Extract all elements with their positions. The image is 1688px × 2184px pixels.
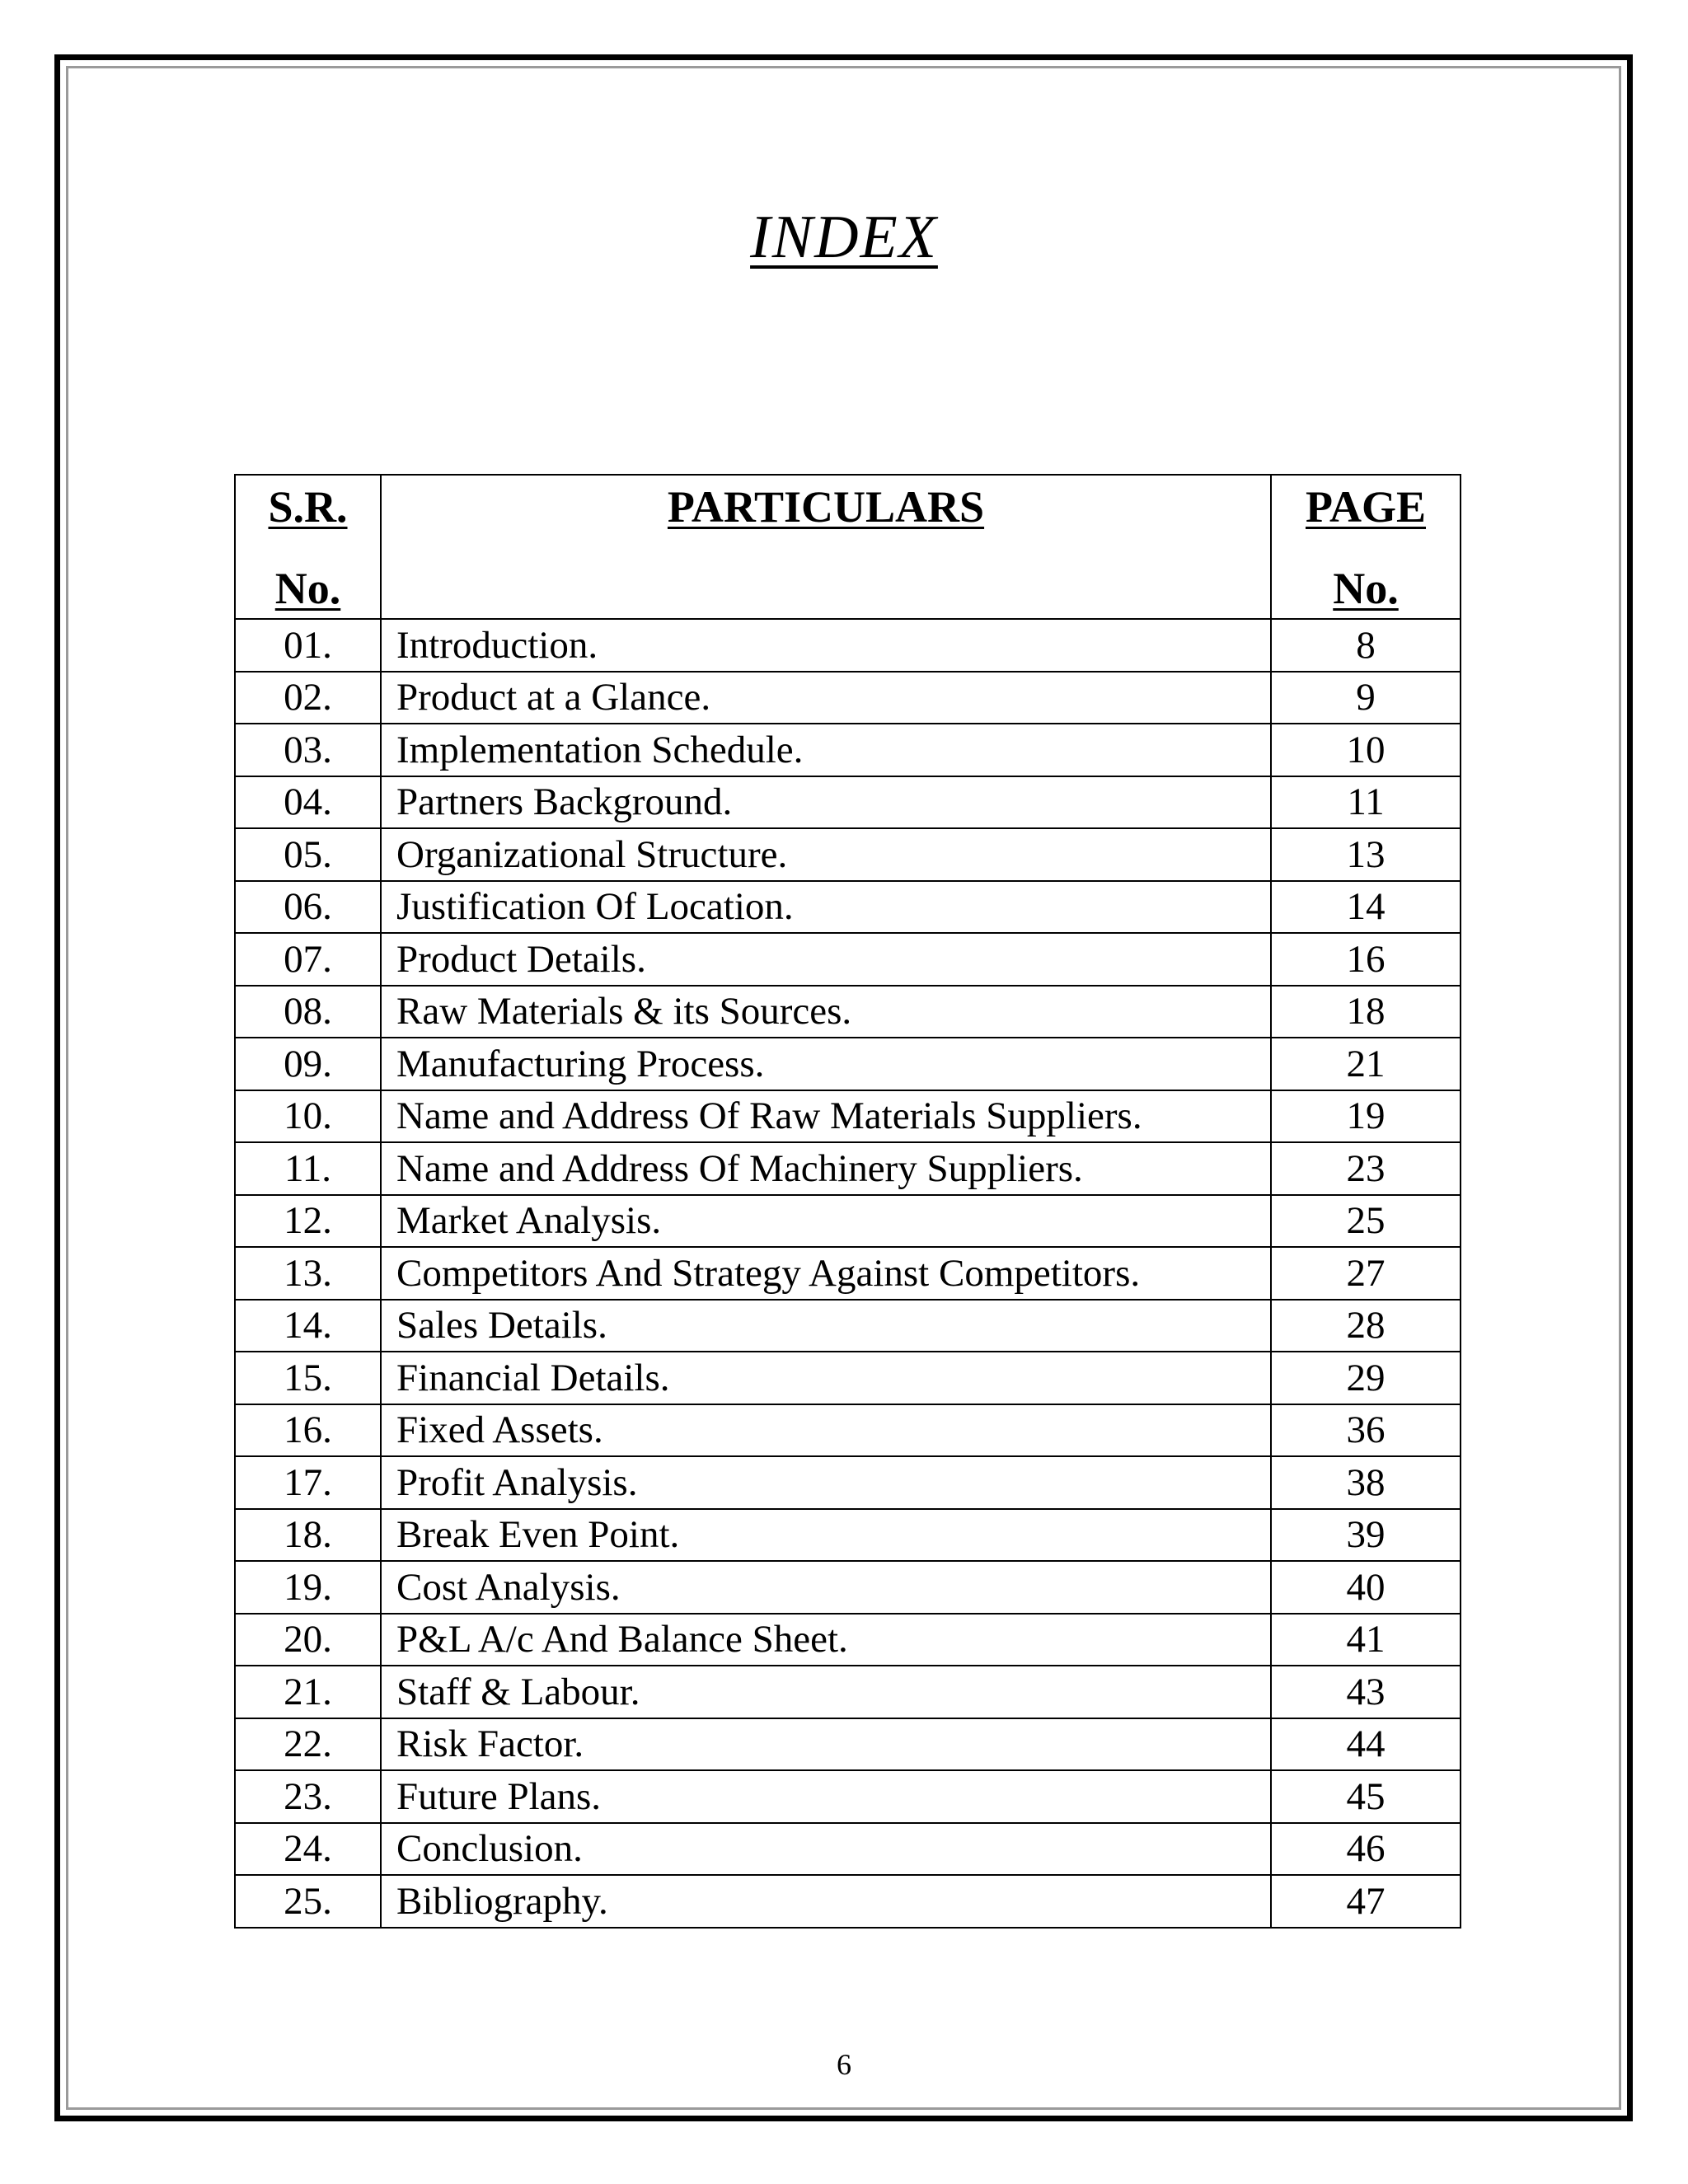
row-particular: Staff & Labour. [381,1666,1271,1718]
row-particular: Risk Factor. [381,1718,1271,1771]
row-particular: Bibliography. [381,1875,1271,1928]
row-sr-number: 19. [235,1561,381,1614]
page-title: INDEX [750,204,938,271]
table-row [235,933,1461,986]
row-page-number: 38 [1271,1456,1461,1509]
row-sr-number: 17. [235,1456,381,1509]
row-particular: P&L A/c And Balance Sheet. [381,1614,1271,1666]
row-particular: Competitors And Strategy Against Competitors. [381,1247,1271,1300]
row-particular: Sales Details. [381,1300,1271,1352]
row-particular: Product at a Glance. [381,672,1271,724]
row-particular: Profit Analysis. [381,1456,1271,1509]
row-sr-number: 16. [235,1404,381,1457]
row-particular: Name and Address Of Raw Materials Suppliers. [381,1090,1271,1143]
row-particular: Cost Analysis. [381,1561,1271,1614]
table-row [235,1456,1461,1509]
row-sr-number: 14. [235,1300,381,1352]
table-row [235,1247,1461,1300]
header-sr-no [235,475,381,619]
row-particular: Future Plans. [381,1770,1271,1823]
table-row [235,1770,1461,1823]
row-page-number: 10 [1271,724,1461,776]
row-page-number: 9 [1271,672,1461,724]
row-sr-number: 20. [235,1614,381,1666]
table-body [235,619,1461,1928]
row-page-number: 43 [1271,1666,1461,1718]
table-row [235,881,1461,934]
row-page-number: 19 [1271,1090,1461,1143]
row-page-number: 18 [1271,986,1461,1038]
row-page-number: 45 [1271,1770,1461,1823]
row-page-number: 47 [1271,1875,1461,1928]
header-page-top: PAGE [1306,482,1426,532]
table-row [235,776,1461,829]
row-page-number: 44 [1271,1718,1461,1771]
table-row [235,672,1461,724]
row-sr-number: 07. [235,933,381,986]
row-sr-number: 21. [235,1666,381,1718]
row-sr-number: 22. [235,1718,381,1771]
row-page-number: 29 [1271,1352,1461,1404]
row-sr-number: 02. [235,672,381,724]
header-particulars-label: PARTICULARS [667,482,985,532]
row-sr-number: 24. [235,1823,381,1876]
table-row [235,1195,1461,1248]
table-row [235,1090,1461,1143]
header-page-no [1271,475,1461,619]
row-particular: Organizational Structure. [381,828,1271,881]
table-row [235,1823,1461,1876]
row-particular: Manufacturing Process. [381,1038,1271,1090]
row-page-number: 21 [1271,1038,1461,1090]
row-sr-number: 25. [235,1875,381,1928]
row-sr-number: 11. [235,1142,381,1195]
row-page-number: 46 [1271,1823,1461,1876]
table-row [235,1142,1461,1195]
table-row [235,986,1461,1038]
row-sr-number: 06. [235,881,381,934]
table-row [235,1614,1461,1666]
header-particulars [381,475,1271,619]
table-row [235,1666,1461,1718]
row-sr-number: 09. [235,1038,381,1090]
index-table [234,474,1461,1929]
table-row [235,1509,1461,1562]
row-particular: Name and Address Of Machinery Suppliers. [381,1142,1271,1195]
row-sr-number: 15. [235,1352,381,1404]
header-page-bottom: No. [1333,564,1399,613]
row-particular: Justification Of Location. [381,881,1271,934]
row-particular: Financial Details. [381,1352,1271,1404]
table-row [235,1561,1461,1614]
table-row [235,1404,1461,1457]
page-number: 6 [837,2048,851,2081]
row-particular: Break Even Point. [381,1509,1271,1562]
row-sr-number: 03. [235,724,381,776]
row-page-number: 16 [1271,933,1461,986]
row-particular: Raw Materials & its Sources. [381,986,1271,1038]
row-sr-number: 04. [235,776,381,829]
row-page-number: 36 [1271,1404,1461,1457]
row-page-number: 8 [1271,619,1461,672]
header-sr-top: S.R. [268,482,348,532]
row-sr-number: 08. [235,986,381,1038]
row-page-number: 25 [1271,1195,1461,1248]
row-particular: Introduction. [381,619,1271,672]
table-row [235,1038,1461,1090]
row-particular: Partners Background. [381,776,1271,829]
row-sr-number: 23. [235,1770,381,1823]
row-page-number: 40 [1271,1561,1461,1614]
row-page-number: 23 [1271,1142,1461,1195]
table-row [235,1300,1461,1352]
row-page-number: 13 [1271,828,1461,881]
row-page-number: 39 [1271,1509,1461,1562]
table-row [235,828,1461,881]
table-row [235,1352,1461,1404]
header-sr-bottom: No. [274,564,341,613]
row-sr-number: 13. [235,1247,381,1300]
row-sr-number: 12. [235,1195,381,1248]
row-page-number: 14 [1271,881,1461,934]
row-page-number: 11 [1271,776,1461,829]
table-row [235,619,1461,672]
row-particular: Implementation Schedule. [381,724,1271,776]
row-page-number: 28 [1271,1300,1461,1352]
row-particular: Market Analysis. [381,1195,1271,1248]
row-sr-number: 18. [235,1509,381,1562]
row-page-number: 41 [1271,1614,1461,1666]
row-particular: Conclusion. [381,1823,1271,1876]
row-particular: Fixed Assets. [381,1404,1271,1457]
row-page-number: 27 [1271,1247,1461,1300]
table-header-row [235,475,1461,619]
row-particular: Product Details. [381,933,1271,986]
table-row [235,724,1461,776]
table-row [235,1718,1461,1771]
row-sr-number: 05. [235,828,381,881]
table-row [235,1875,1461,1928]
row-sr-number: 01. [235,619,381,672]
row-sr-number: 10. [235,1090,381,1143]
